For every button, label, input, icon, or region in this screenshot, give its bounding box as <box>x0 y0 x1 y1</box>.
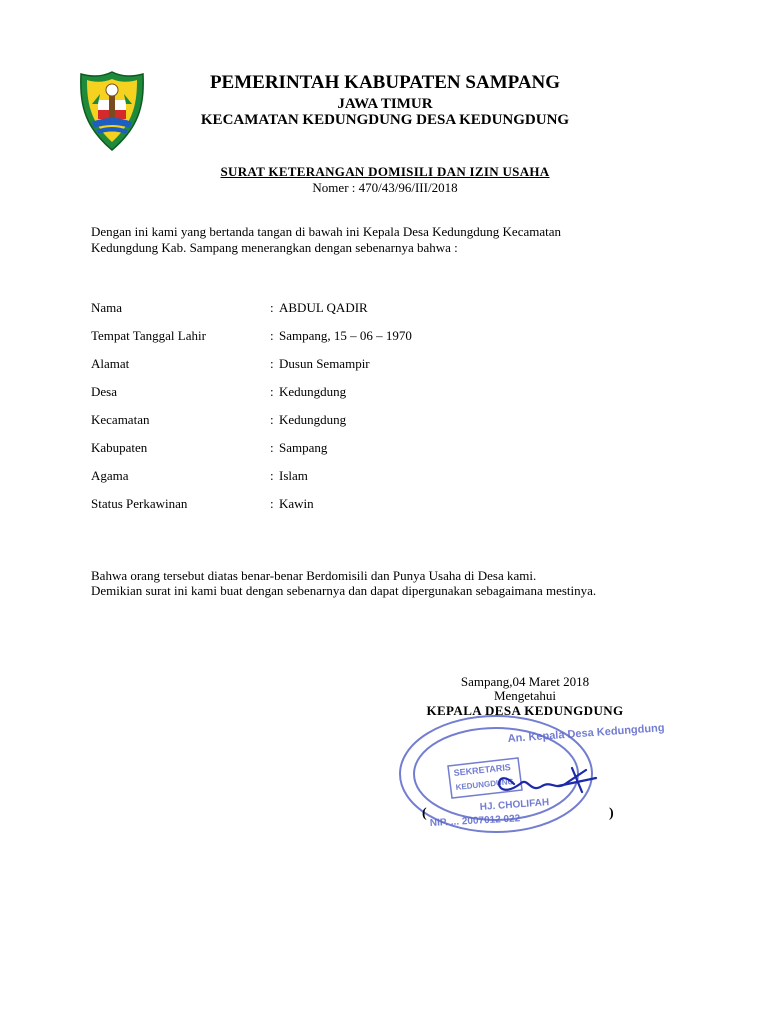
intro-line: Dengan ini kami yang bertanda tangan di bawah ini Kepala Desa Kedungdung Kecamatan <box>91 224 561 239</box>
field-label: Alamat <box>91 356 130 371</box>
letter-title: SURAT KETERANGAN DOMISILI DAN IZIN USAHA <box>220 164 550 179</box>
field-label: Kabupaten <box>91 440 148 455</box>
name-bracket-close: ) <box>609 806 614 821</box>
field-label: Tempat Tanggal Lahir <box>91 328 206 343</box>
field-colon: : <box>270 440 274 455</box>
field-label: Nama <box>91 300 123 315</box>
field-row-subdistrict <box>91 412 611 430</box>
field-value: ABDUL QADIR <box>279 300 368 315</box>
sampang-emblem-icon <box>78 70 146 152</box>
name-bracket-open: ( <box>422 806 427 821</box>
field-label: Desa <box>91 384 117 399</box>
field-colon: : <box>270 356 274 371</box>
header-province: JAWA TIMUR <box>337 96 433 112</box>
field-colon: : <box>270 496 274 511</box>
field-colon: : <box>270 468 274 483</box>
closing-line: Bahwa orang tersebut diatas benar-benar Berdomisili dan Punya Usaha di Desa kami. <box>91 568 537 583</box>
stamp-label: An. Kepala Desa Kedungdung <box>507 722 665 745</box>
intro-paragraph <box>91 224 651 256</box>
field-row-address <box>91 356 611 374</box>
field-colon: : <box>270 300 274 315</box>
field-colon: : <box>270 412 274 427</box>
stamp-label: SEKRETARIS <box>453 762 512 778</box>
field-row-village <box>91 384 611 402</box>
field-label: Agama <box>91 468 129 483</box>
handwritten-signature <box>499 768 596 792</box>
field-label: Kecamatan <box>91 412 150 427</box>
field-row-birth <box>91 328 611 346</box>
header-subdistrict: KECAMATAN KEDUNGDUNG DESA KEDUNGDUNG <box>200 112 570 128</box>
signature-acknowledged: Mengetahui <box>493 688 557 703</box>
signature-date: Sampang,04 Maret 2018 <box>460 674 590 689</box>
field-row-regency <box>91 440 611 458</box>
field-colon: : <box>270 384 274 399</box>
field-value: Kedungdung <box>279 412 347 427</box>
stamp-label: HJ. CHOLIFAH <box>479 797 550 813</box>
header-title: PEMERINTAH KABUPATEN SAMPANG <box>209 72 561 93</box>
signature-title: KEPALA DESA KEDUNGDUNG <box>426 703 624 718</box>
stamp-label: KEDUNGDUNG <box>455 776 515 792</box>
official-stamp-icon <box>396 712 665 842</box>
field-value: Sampang <box>279 440 328 455</box>
field-label: Status Perkawinan <box>91 496 188 511</box>
closing-line: Demikian surat ini kami buat dengan sebenarnya dan dapat dipergunakan sebagaimana mestinya. <box>91 583 597 598</box>
field-value: Sampang, 15 – 06 – 1970 <box>279 328 412 343</box>
intro-line: Kedungdung Kab. Sampang menerangkan dengan sebenarnya bahwa : <box>91 240 458 255</box>
stamp-label: NIP. ... 2007012 022 <box>429 813 521 829</box>
field-colon: : <box>270 328 274 343</box>
field-value: Dusun Semampir <box>279 356 370 371</box>
letter-number: Nomer : 470/43/96/III/2018 <box>312 180 458 195</box>
field-value: Kedungdung <box>279 384 347 399</box>
field-row-religion <box>91 468 611 486</box>
closing-paragraph <box>91 568 711 598</box>
field-value: Islam <box>279 468 308 483</box>
field-value: Kawin <box>279 496 314 511</box>
field-row-marital <box>91 496 611 514</box>
field-row-nama <box>91 300 611 318</box>
